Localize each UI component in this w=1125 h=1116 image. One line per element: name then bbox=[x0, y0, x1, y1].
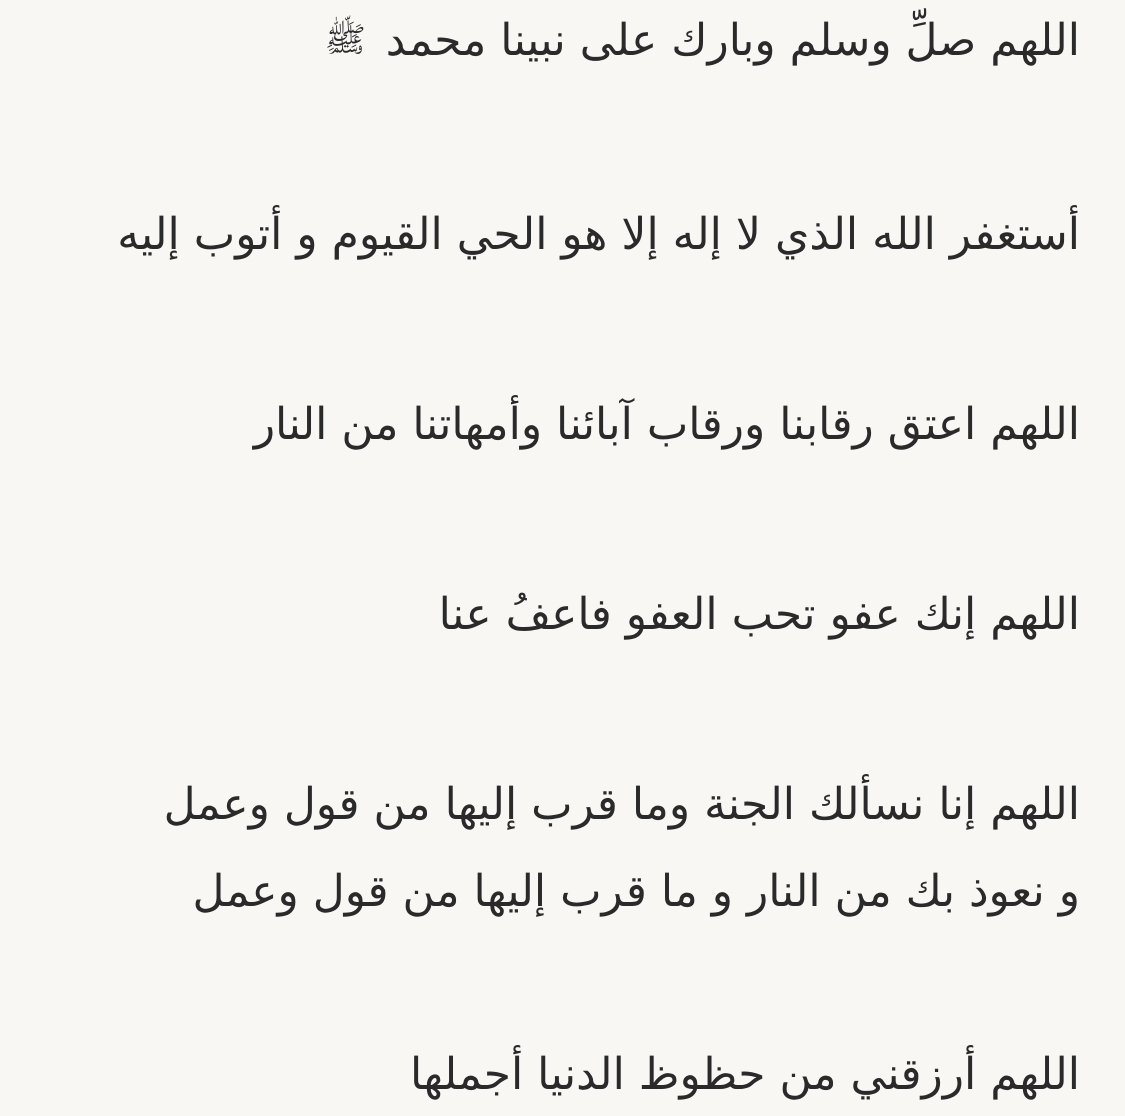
salawat-honorific-icon: ﷺ bbox=[324, 20, 366, 60]
dua-line-istighfar: أستغفر الله الذي لا إله إلا هو الحي القيوم و أتوب إليه bbox=[117, 209, 1080, 260]
dua-line-freedom-from-fire: اللهم اعتق رقابنا ورقاب آبائنا وأمهاتنا من النار bbox=[253, 399, 1080, 450]
dua-line-paradise-request: اللهم إنا نسألك الجنة وما قرب إليها من قول وعمل bbox=[163, 779, 1080, 830]
dua-line-refuge-from-fire: و نعوذ بك من النار و ما قرب إليها من قول وعمل bbox=[192, 866, 1080, 917]
dua-line-forgiveness: اللهم إنك عفو تحب العفو فاعفُ عنا bbox=[438, 589, 1080, 640]
dua-line-worldly-goods: اللهم أرزقني من حظوظ الدنيا أجملها bbox=[410, 1049, 1080, 1100]
dua-text-salawat: اللهم صلِّ وسلم وبارك على نبينا محمد bbox=[385, 15, 1080, 66]
dua-line-salawat bbox=[40, 10, 1080, 71]
